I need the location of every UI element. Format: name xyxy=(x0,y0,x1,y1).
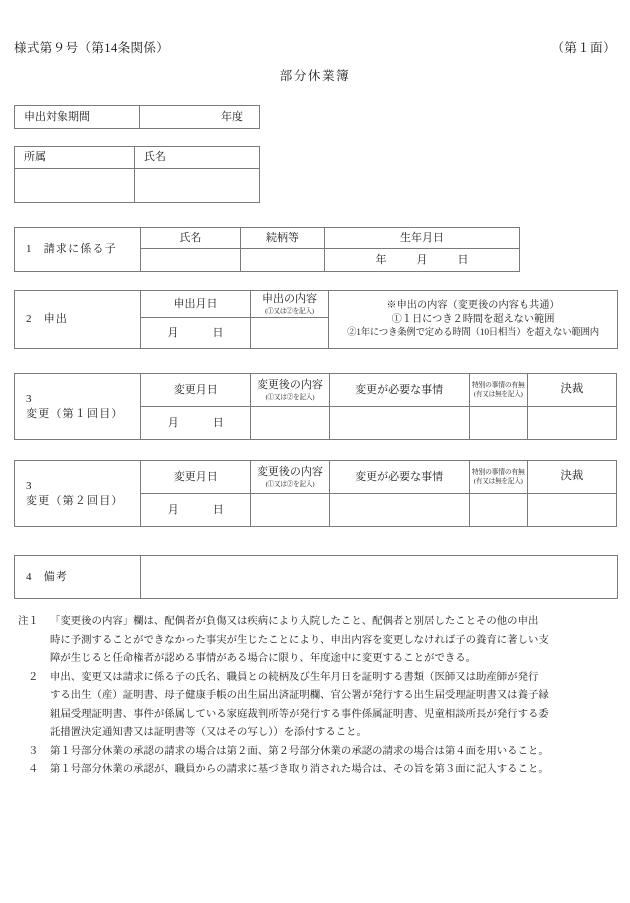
child-name-header: 氏名 xyxy=(141,228,241,249)
period-value-field[interactable]: 年度 xyxy=(140,106,260,129)
child-name-input[interactable] xyxy=(141,249,241,272)
note-body-1 xyxy=(50,613,622,669)
month-unit: 月 xyxy=(167,503,179,516)
apply-date-input[interactable] xyxy=(141,318,251,349)
name-label: 氏名 xyxy=(135,147,260,169)
remarks-section-title: 備考 xyxy=(43,570,69,583)
change1-date-header: 変更月日 xyxy=(141,374,251,407)
change1-special-input[interactable] xyxy=(469,407,527,440)
change1-content-header-note: (①又は②を記入) xyxy=(265,394,315,402)
note-marker-4: ４ xyxy=(28,764,39,776)
apply-section-number: 2 xyxy=(26,313,33,326)
child-relationship-header: 続柄等 xyxy=(241,228,325,249)
note-line: する出生（産）証明書、母子健康手帳の出生届出済証明欄、官公署が発行する出生届受理証明書又は養子縁 xyxy=(50,690,549,702)
change2-special-header-note: (有又は無を記入) xyxy=(473,478,523,486)
apply-content-input[interactable] xyxy=(251,318,329,349)
remarks-section-label xyxy=(15,556,141,599)
apply-content-header-text: 申出の内容 xyxy=(262,293,317,306)
remarks-input[interactable] xyxy=(141,556,618,599)
note-body-3 xyxy=(50,743,622,762)
form-number: 様式第９号（第14条関係） xyxy=(14,41,170,55)
apply-section-title: 申出 xyxy=(43,313,69,326)
change2-content-header-note: (①又は②を記入) xyxy=(265,481,315,489)
note-line: 「変更後の内容」欄は、配偶者が負傷又は疾病により入院したこと、配偶者と別居したことその他の申出 xyxy=(50,616,539,627)
child-relationship-input[interactable] xyxy=(241,249,325,272)
note-line: 組届受理証明書、事件が係属している家庭裁判所等が発行する事件係属証明書、児童相談所長が発行する委 xyxy=(50,708,549,720)
apply-section-label xyxy=(15,291,141,349)
child-section-title: 請求に係る子 xyxy=(43,243,117,256)
note-body-2 xyxy=(50,669,622,743)
month-unit: 月 xyxy=(416,253,428,266)
table-row xyxy=(15,556,618,599)
remarks-section-number: 4 xyxy=(26,570,33,583)
change2-section-title: 変更（第２回目） xyxy=(26,494,124,507)
change1-approval-header: 決裁 xyxy=(527,374,616,407)
name-input[interactable] xyxy=(135,169,260,203)
change1-reason-header: 変更が必要な事情 xyxy=(329,374,469,407)
note-body-4 xyxy=(50,761,622,780)
change2-reason-input[interactable] xyxy=(329,494,469,527)
table-row xyxy=(15,169,260,203)
change2-date-input[interactable] xyxy=(141,494,251,527)
month-unit: 月 xyxy=(167,326,179,339)
change2-date-header: 変更月日 xyxy=(141,461,251,494)
change1-special-header-text: 特別の事情の有無 xyxy=(471,382,525,390)
period-label: 申出対象期間 xyxy=(15,106,140,129)
change2-special-header xyxy=(469,461,527,494)
month-unit: 月 xyxy=(167,416,179,429)
change2-approval-header: 決裁 xyxy=(527,461,616,494)
change-table-1 xyxy=(14,373,617,440)
page-marker: （第１面） xyxy=(551,41,616,55)
change2-section-label xyxy=(15,461,141,527)
year-unit: 年 xyxy=(375,253,387,266)
change1-special-header xyxy=(469,374,527,407)
affiliation-label: 所属 xyxy=(15,147,135,169)
note-marker-3: ３ xyxy=(28,745,39,757)
change1-content-input[interactable] xyxy=(251,407,329,440)
note-line: 託措置決定通知書又は証明書等（又はその写し））を添付すること。 xyxy=(50,727,367,739)
change1-date-input[interactable] xyxy=(141,407,251,440)
change2-content-input[interactable] xyxy=(251,494,329,527)
change1-section-label xyxy=(15,374,141,440)
child-section-label xyxy=(15,228,141,272)
table-row xyxy=(15,147,260,169)
apply-table xyxy=(14,290,618,349)
change2-special-input[interactable] xyxy=(469,494,527,527)
change1-reason-input[interactable] xyxy=(329,407,469,440)
note-item-1 xyxy=(14,613,622,669)
change2-approval-input[interactable] xyxy=(527,494,616,527)
note-item-3 xyxy=(14,743,622,762)
note-marker-1: 注１ xyxy=(18,616,39,627)
header xyxy=(14,38,616,56)
content-panel-heading: ※申出の内容（変更後の内容も共通） xyxy=(386,300,560,312)
note-item-4 xyxy=(14,761,622,780)
change1-content-header xyxy=(251,374,329,407)
remarks-table xyxy=(14,555,618,599)
change1-content-header-text: 変更後の内容 xyxy=(256,379,323,392)
change2-content-header-text: 変更後の内容 xyxy=(256,466,323,479)
day-unit: 日 xyxy=(457,253,469,266)
change2-reason-header: 変更が必要な事情 xyxy=(329,461,469,494)
table-row xyxy=(15,374,617,407)
change1-section-title: 変更（第１回目） xyxy=(26,407,124,420)
child-table xyxy=(14,227,520,272)
change2-section-number: 3 xyxy=(26,479,33,492)
change2-special-header-text: 特別の事情の有無 xyxy=(471,469,525,477)
table-row xyxy=(15,461,617,494)
apply-content-header xyxy=(251,291,329,318)
table-row xyxy=(15,228,520,249)
period-table xyxy=(14,105,260,129)
change1-section-number: 3 xyxy=(26,392,33,405)
apply-content-header-note: (①又は②を記入) xyxy=(265,308,314,316)
note-line: 第１号部分休業の承認の請求の場合は第２面、第２号部分休業の承認の請求の場合は第４面を用いること。 xyxy=(50,745,549,757)
note-line: 障が生じると任命権者が認める事情がある場合に限り、年度途中に変更することができる。 xyxy=(50,653,477,665)
note-item-2 xyxy=(14,669,622,743)
day-unit: 日 xyxy=(212,503,224,516)
day-unit: 日 xyxy=(212,326,224,339)
table-row xyxy=(15,106,260,129)
apply-content-panel xyxy=(329,291,618,349)
note-line: 申出、変更又は請求に係る子の氏名、職員との続柄及び生年月日を証明する書類（医師又は助産師が発行 xyxy=(50,671,539,683)
child-birthdate-header: 生年月日 xyxy=(325,228,520,249)
change-table-2 xyxy=(14,460,617,527)
change2-content-header xyxy=(251,461,329,494)
table-row xyxy=(15,291,618,318)
note-marker-2: ２ xyxy=(28,671,39,683)
day-unit: 日 xyxy=(212,416,224,429)
affiliation-input[interactable] xyxy=(15,169,135,203)
change1-special-header-note: (有又は無を記入) xyxy=(473,391,523,399)
note-line: 第１号部分休業の承認が、職員からの請求に基づき取り消された場合は、その旨を第３面に記入すること。 xyxy=(50,764,549,776)
content-panel-option-2: ②1年につき条例で定める時間（10日相当）を超えない範囲内 xyxy=(347,327,599,338)
note-line: 時に予測することができなかった事実が生じたことにより、申出内容を変更しなければ子の養育に著しい支 xyxy=(50,634,549,646)
child-birthdate-input[interactable] xyxy=(325,249,520,272)
content-panel-option-1: ①１日につき２時間を超えない範囲 xyxy=(391,314,555,326)
apply-date-header: 申出月日 xyxy=(141,291,251,318)
change1-approval-input[interactable] xyxy=(527,407,616,440)
child-section-number: 1 xyxy=(26,243,33,256)
page-title: 部分休業簿 xyxy=(279,69,351,83)
affiliation-table xyxy=(14,146,260,203)
notes-section xyxy=(14,613,622,780)
